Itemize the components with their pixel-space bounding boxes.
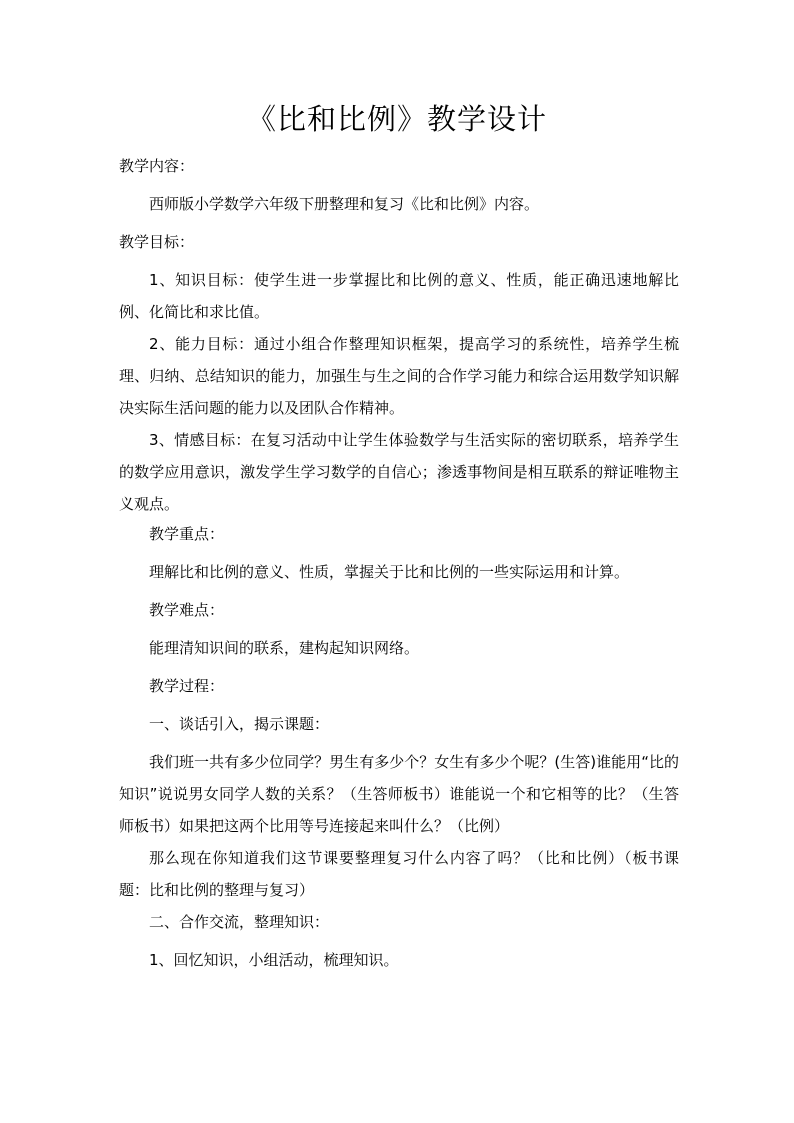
goal-2-paragraph: 2、能力目标：通过小组合作整理知识框架，提高学习的系统性，培养学生梳理、归纳、总结知识的能力，加强生与生之间的合作学习能力和综合运用数学知识解决实际生活问题的能力以及团队合作精神。 bbox=[119, 335, 679, 417]
document-title: 《比和比例》教学设计 bbox=[246, 102, 547, 136]
content-heading: 教学内容： bbox=[119, 157, 195, 175]
difficulty-heading: 教学难点： bbox=[149, 601, 225, 619]
section-1-paragraph-1: 我们班一共有多少位同学？男生有多少个？女生有多少个呢？(生答)谁能用“比的知识”说说男女同学人数的关系？（生答师板书）谁能说一个和它相等的比？（生答师板书）如果把这两个比用等号连接起来叫什么？（比例） bbox=[119, 753, 679, 835]
goals-heading: 教学目标： bbox=[119, 233, 195, 251]
focus-text: 理解比和比例的意义、性质，掌握关于比和比例的一些实际运用和计算。 bbox=[149, 563, 630, 581]
section-2-heading: 二、合作交流，整理知识： bbox=[149, 913, 330, 931]
section-2-item-1: 1、回忆知识，小组活动，梳理知识。 bbox=[149, 951, 399, 969]
process-heading: 教学过程： bbox=[149, 677, 225, 695]
content-text: 西师版小学数学六年级下册整理和复习《比和比例》内容。 bbox=[149, 195, 540, 213]
goal-1-paragraph: 1、知识目标：使学生进一步掌握比和比例的意义、性质，能正确迅速地解比例、化简比和求比值。 bbox=[119, 271, 679, 321]
section-1-heading: 一、谈话引入，揭示课题： bbox=[149, 715, 330, 733]
focus-heading: 教学重点： bbox=[149, 525, 225, 543]
difficulty-text: 能理清知识间的联系，建构起知识网络。 bbox=[149, 639, 420, 657]
goal-3-paragraph: 3、情感目标：在复习活动中让学生体验数学与生活实际的密切联系，培养学生的数学应用意识，激发学生学习数学的自信心；渗透事物间是相互联系的辩证唯物主义观点。 bbox=[119, 431, 679, 513]
section-1-paragraph-2: 那么现在你知道我们这节课要整理复习什么内容了吗？（比和比例）（板书课题：比和比例的整理与复习） bbox=[119, 849, 679, 899]
